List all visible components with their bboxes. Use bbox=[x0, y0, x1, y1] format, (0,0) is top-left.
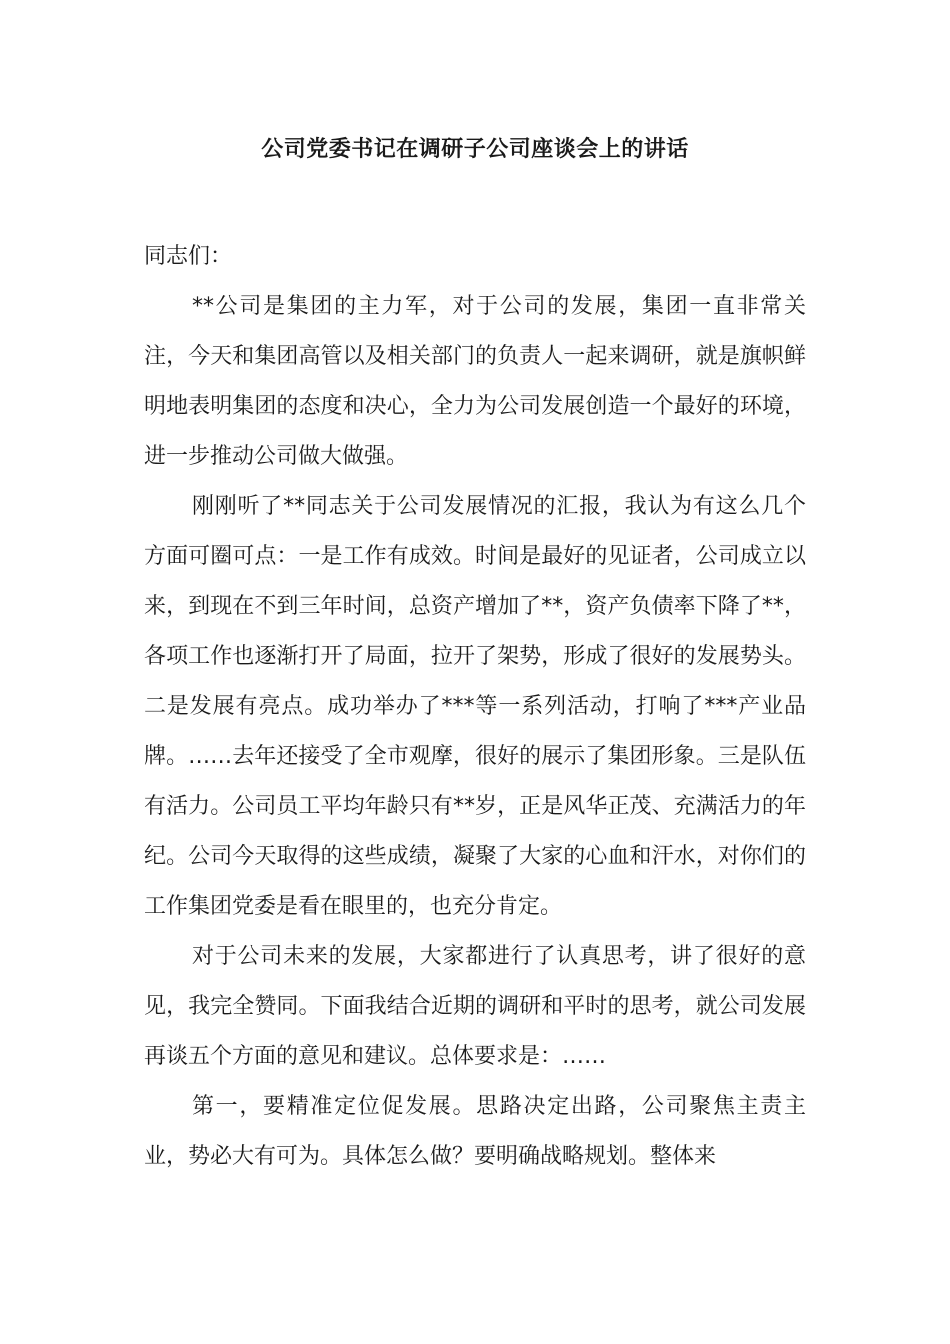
document-title: 公司党委书记在调研子公司座谈会上的讲话 bbox=[261, 137, 689, 162]
paragraph-1: **公司是集团的主力军，对于公司的发展，集团一直非常关注，今天和集团高管以及相关部门的负责人一起来调研，就是旗帜鲜明地表明集团的态度和决心，全力为公司发展创造一个最好的环境，进一步推动公司做大做强。 bbox=[144, 294, 806, 469]
paragraph-3: 对于公司未来的发展，大家都进行了认真思考，讲了很好的意见，我完全赞同。下面我结合近期的调研和平时的思考，就公司发展再谈五个方面的意见和建议。总体要求是：…… bbox=[144, 944, 806, 1069]
paragraph-4: 第一，要精准定位促发展。思路决定出路，公司聚焦主责主业，势必大有可为。具体怎么做？要明确战略规划。整体来 bbox=[144, 1094, 806, 1169]
document-body bbox=[144, 232, 806, 1182]
paragraph-2: 刚刚听了**同志关于公司发展情况的汇报，我认为有这么几个方面可圈可点：一是工作有成效。时间是最好的见证者，公司成立以来，到现在不到三年时间，总资产增加了**，资产负债率下降了**，各项工作也逐渐打开了局面，拉开了架势，形成了很好的发展势头。二是发展有亮点。成功举办了***等一系列活动，打响了***产业品牌。……去年还接受了全市观摩，很好的展示了集团形象。三是队伍有活力。公司员工平均年龄只有**岁，正是风华正茂、充满活力的年纪。公司今天取得的这些成绩，凝聚了大家的心血和汗水，对你们的工作集团党委是看在眼里的，也充分肯定。 bbox=[144, 494, 806, 919]
salutation: 同志们： bbox=[144, 244, 233, 269]
